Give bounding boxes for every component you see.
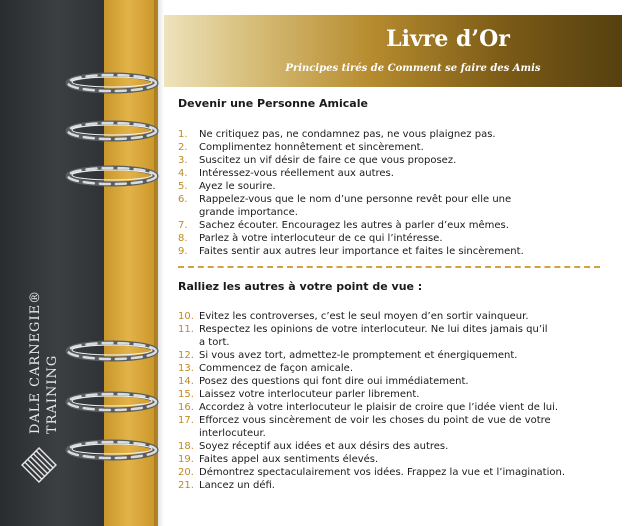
list-item (178, 167, 628, 180)
list-item-text: Efforcez vous sincèrement de voir les choses du point de vue de votre (199, 415, 551, 426)
list-item-text: Intéressez-vous réellement aux autres. (199, 168, 394, 179)
page-title: Livre d’Or (386, 26, 510, 52)
list-item-text: Démontrez spectaculairement vos idées. Frappez la vue et l’imagination. (199, 467, 566, 478)
list-item-text: Complimentez honnêtement et sincèrement. (199, 142, 424, 153)
list-item (178, 440, 628, 453)
binder-ring-icon (62, 389, 162, 415)
list-item-text: Suscitez un vif désir de faire ce que vous proposez. (199, 155, 457, 166)
list-item-number: 1. (178, 129, 188, 140)
logo-line-1: DALE CARNEGIE® (28, 289, 43, 434)
dale-carnegie-logo (20, 289, 70, 486)
list-item-number: 9. (178, 246, 188, 257)
list-item (178, 154, 628, 167)
list-item-text: Parlez à votre interlocuteur de ce qui l’intéresse. (199, 233, 443, 244)
list-item-number: 18. (178, 441, 194, 452)
list-item-text: Lancez un défi. (199, 480, 275, 491)
list-item (178, 219, 628, 232)
list-item-number: 19. (178, 454, 194, 465)
list-item (178, 388, 628, 401)
list-item-number: 13. (178, 363, 194, 374)
list-item-text: Accordez à votre interlocuteur le plaisir de croire que l’idée vient de lui. (199, 402, 559, 413)
list-item-number: 17. (178, 415, 194, 426)
list-item (178, 128, 628, 141)
list-item-number: 3. (178, 155, 188, 166)
page-subtitle: Principes tirés de Comment se faire des Amis (285, 63, 541, 74)
list-item (178, 479, 628, 492)
list-item-number: 21. (178, 480, 194, 491)
list-item (178, 414, 628, 440)
list-item (178, 180, 628, 193)
dashed-divider (178, 266, 600, 268)
list-item-number: 20. (178, 467, 194, 478)
list-item-number: 12. (178, 350, 194, 361)
section-title: Devenir une Personne Amicale (178, 97, 368, 110)
logo-mark-icon (20, 446, 58, 484)
principles-list (178, 128, 628, 258)
list-item (178, 193, 628, 219)
header-banner (164, 15, 622, 87)
binder-ring-icon (62, 163, 162, 189)
list-item-number: 15. (178, 389, 194, 400)
binder-ring-icon (62, 118, 162, 144)
list-item (178, 323, 628, 349)
list-item (178, 232, 628, 245)
list-item (178, 310, 628, 323)
binder-ring-icon (62, 437, 162, 463)
list-item-number: 8. (178, 233, 188, 244)
list-item-text: Commencez de façon amicale. (199, 363, 353, 374)
list-item (178, 141, 628, 154)
list-item (178, 453, 628, 466)
binder-ring-icon (62, 70, 162, 96)
list-item-continuation: grande importance. (199, 207, 298, 218)
list-item-text: Respectez les opinions de votre interlocuteur. Ne lui dites jamais qu’il (199, 324, 548, 335)
list-item-text: Si vous avez tort, admettez-le promptement et énergiquement. (199, 350, 518, 361)
list-item-text: Faites appel aux sentiments élevés. (199, 454, 379, 465)
list-item-number: 14. (178, 376, 194, 387)
content (178, 97, 628, 492)
list-item (178, 375, 628, 388)
logo-line-2: TRAINING (45, 354, 60, 434)
list-item-text: Posez des questions qui font dire oui immédiatement. (199, 376, 469, 387)
list-item-text: Evitez les controverses, c’est le seul moyen d’en sortir vainqueur. (199, 311, 529, 322)
list-item (178, 401, 628, 414)
list-item-number: 4. (178, 168, 188, 179)
list-item-number: 5. (178, 181, 188, 192)
list-item-number: 7. (178, 220, 188, 231)
list-item-text: Sachez écouter. Encouragez les autres à parler d’eux mêmes. (199, 220, 509, 231)
section-title: Ralliez les autres à votre point de vue : (178, 280, 423, 293)
list-item-text: Ayez le sourire. (199, 181, 276, 192)
list-item-text: Ne critiquez pas, ne condamnez pas, ne vous plaignez pas. (199, 129, 496, 140)
list-item-text: Faites sentir aux autres leur importance et faites le sincèrement. (199, 246, 524, 257)
list-item (178, 362, 628, 375)
list-item-number: 2. (178, 142, 188, 153)
list-item-number: 16. (178, 402, 194, 413)
list-item (178, 245, 628, 258)
principles-list (178, 310, 628, 492)
list-item-number: 6. (178, 194, 188, 205)
list-item-number: 10. (178, 311, 194, 322)
list-item-continuation: interlocuteur. (199, 428, 266, 439)
list-item-text: Laissez votre interlocuteur parler librement. (199, 389, 420, 400)
list-item-number: 11. (178, 324, 194, 335)
list-item-text: Soyez réceptif aux idées et aux désirs des autres. (199, 441, 449, 452)
list-item-continuation: a tort. (199, 337, 230, 348)
list-item (178, 349, 628, 362)
list-item-text: Rappelez-vous que le nom d’une personne revêt pour elle une (199, 194, 512, 205)
binder-ring-icon (62, 338, 162, 364)
list-item (178, 466, 628, 479)
